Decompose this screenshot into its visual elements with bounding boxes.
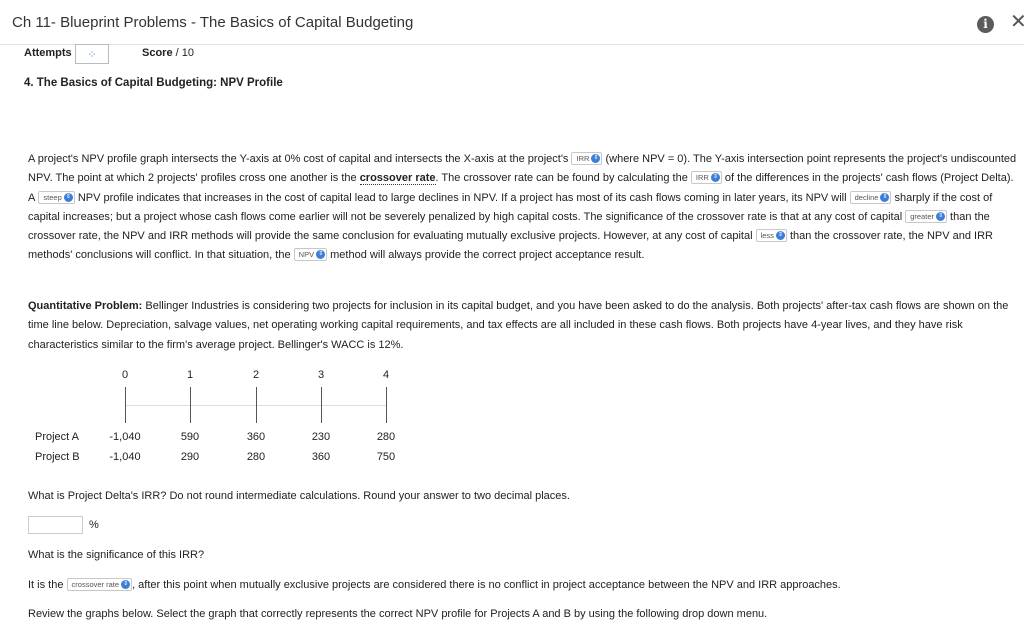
score: [142, 47, 194, 59]
dropdown-correct-method[interactable]: [294, 248, 327, 261]
row-label: Project A: [35, 431, 80, 443]
dropdown-value: NPV: [298, 250, 315, 260]
dropdown-profile-slope[interactable]: [38, 191, 74, 204]
text: NPV profile indicates that increases in the cost of capital lead to large declines in NPV. If: [77, 191, 508, 204]
info-icon[interactable]: i: [977, 16, 994, 33]
cash-flow: 290: [180, 451, 200, 463]
dropdown-significance[interactable]: [67, 578, 133, 591]
text: A project's NPV profile graph intersects the Y-axis at 0% cost of capital and intersects the X-axis at the project's: [28, 153, 569, 165]
dropdown-cost-comparison-2[interactable]: [756, 229, 787, 242]
page-title: Ch 11- Blueprint Problems - The Basics of Capital Budgeting: [12, 14, 414, 31]
period-label: 0: [121, 369, 129, 381]
cash-flow: 590: [180, 431, 200, 443]
quantitative-paragraph: [28, 297, 1018, 355]
row-label: Project B: [35, 451, 80, 463]
timeline-tick: [321, 387, 322, 423]
cash-flow: 360: [311, 451, 331, 463]
period-label: 4: [382, 369, 390, 381]
text: will provide the same conclusion for evaluating mutually exclusive projects. However, at any cost of capital: [236, 230, 753, 243]
score-label: Score: [142, 47, 173, 59]
quantitative-label: Quantitative Problem:: [28, 300, 143, 312]
text: , after this point when mutually exclusive projects are considered there is no conflict in project acceptance between the NPV and IRR approaches.: [132, 579, 841, 591]
title-bar: [0, 0, 1027, 45]
question-significance: What is the significance of this IRR?: [28, 549, 205, 561]
dropdown-value: less: [760, 231, 774, 241]
text: (where NPV = 0). The Y-axis intersection point: [605, 153, 831, 165]
dropdown-npv-change[interactable]: [850, 191, 892, 204]
close-icon[interactable]: ✕: [1010, 11, 1027, 33]
chevron-icon: ⇕: [593, 155, 599, 161]
period-label: 1: [186, 369, 194, 381]
dropdown-value: decline: [854, 192, 879, 202]
question-graph-select: Review the graphs below. Select the graph that correctly represents the correct NPV profile for Projects A and B by using the following drop down menu.: [28, 608, 768, 620]
period-label: 2: [252, 369, 260, 381]
attempts-label: Attempts: [24, 47, 72, 59]
glossary-term[interactable]: crossover rate: [359, 172, 436, 185]
chevron-icon: ⇕: [65, 193, 71, 200]
cash-flow: 230: [311, 431, 331, 443]
dropdown-value: IRR: [576, 154, 590, 163]
timeline-tick: [190, 387, 191, 423]
text: sharply if the cost of capital increases; but a project whose cash flows come earlier will not: [28, 191, 993, 223]
text: conclusions will conflict. In that situation, the: [75, 249, 291, 262]
text: a project has most of its cash flows coming in later years, its NPV will: [510, 191, 847, 204]
question-title: 4. The Basics of Capital Budgeting: NPV Profile: [24, 77, 283, 89]
dropdown-value: crossover rate: [71, 580, 120, 589]
question-delta-irr: What is Project Delta's IRR? Do not round intermediate calculations. Round your answer to two decimal places.: [28, 490, 570, 502]
dropdown-value: steep: [43, 192, 62, 202]
attempts-indicator[interactable]: [75, 44, 109, 64]
text: than the crossover rate, the NPV and IRR methods: [28, 210, 990, 243]
score-value: / 10: [175, 47, 194, 59]
text: be severely penalized by high capital costs. The significance of the crossover rate is that at any cost of capital: [369, 210, 903, 223]
delta-irr-input[interactable]: [28, 516, 83, 534]
chevron-icon: ⇕: [712, 174, 718, 181]
chevron-icon: ⇕: [937, 212, 943, 219]
text: Bellinger Industries is considering two projects for inclusion in its capital budget, and you have been asked to do the analysis. Both projects' after-tax cash flows are shown on the time line below. Depreciation, salvage values, net operating working capital requirements, and tax effects are all included in these cash flows. Both projects have 4-year lives, and they have risk characteristics similar to the firm's average project. Bellinger's WACC is 12%.: [28, 300, 1009, 351]
text: represents the project's undiscounted NPV. The point at which 2 projects' profiles cross one another is the: [28, 153, 1017, 185]
significance-answer: [28, 578, 841, 591]
text: . The crossover rate can be found by calculating the: [435, 172, 688, 185]
dots-icon: ⁘: [87, 49, 97, 61]
cash-flow: 280: [376, 431, 396, 443]
chevron-icon: ⇕: [882, 193, 888, 200]
dropdown-value: IRR: [695, 173, 709, 183]
cash-flow: 750: [376, 451, 396, 463]
timeline-tick: [386, 387, 387, 423]
concept-paragraph: [28, 150, 1018, 266]
text: of the differences in the projects' cash flows (Project Delta). A: [28, 172, 1014, 204]
cash-flow: 360: [246, 431, 266, 443]
period-label: 3: [317, 369, 325, 381]
cash-flow: 280: [246, 451, 266, 463]
cash-flow: -1,040: [109, 451, 141, 463]
dropdown-value: greater: [910, 211, 934, 221]
dropdown-crossover-method[interactable]: [691, 171, 722, 184]
cash-flow: -1,040: [109, 431, 141, 443]
text: It is the: [28, 579, 64, 591]
chevron-icon: ⇕: [123, 581, 129, 587]
text: method will always provide the correct project acceptance result.: [330, 249, 645, 262]
timeline-tick: [256, 387, 257, 423]
percent-unit: %: [89, 519, 99, 531]
chevron-icon: ⇕: [318, 251, 324, 258]
dropdown-cost-comparison-1[interactable]: [905, 210, 947, 223]
text: than the crossover rate, the NPV and IRR methods': [28, 230, 993, 262]
chevron-icon: ⇕: [777, 232, 783, 239]
dropdown-xaxis-intersection[interactable]: [571, 152, 602, 165]
timeline-tick: [125, 387, 126, 423]
